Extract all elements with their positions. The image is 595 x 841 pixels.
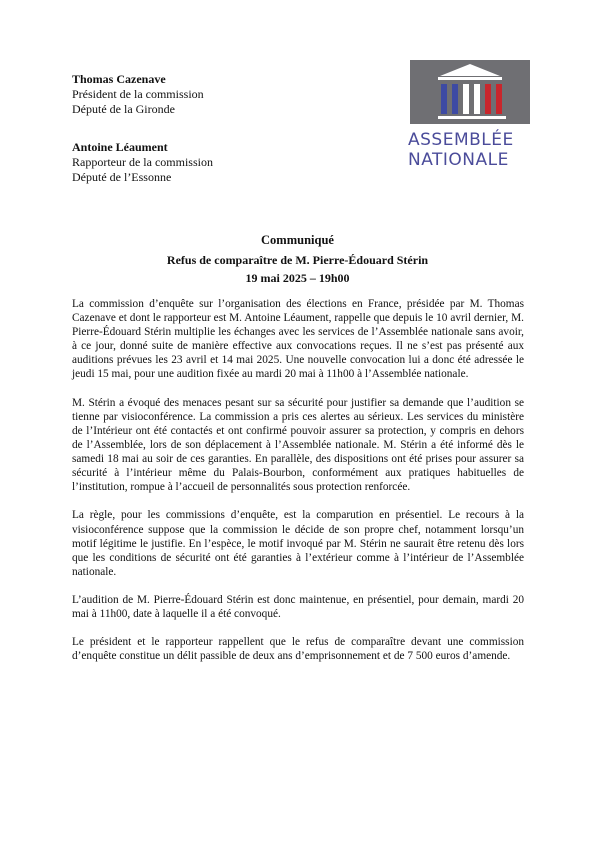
paragraph: M. Stérin a évoqué des menaces pesant sur sa sécurité pour justifier sa demande que l’audition se tienne par visioconférence. La commission a pris ces alertes au sérieux. Les services du ministère de l’Intérieur ont été contactés et ont confirmé pouvoir assurer sa protection, y compris en dehors de l’Assemblée, lors de son déplacement à l’Assemblée nationale. M. Stérin a été informé dès le samedi 18 mai au soir de ces garanties. En parallèle, des dispositions ont été prises pour assurer sa sécurité à l’intérieur même du Palais-Bourbon, conformément aux pratiques habituelles de l’institution, rompue à l’accueil de personnalités sous protection renforcée. [72, 396, 524, 494]
rapporteur-name: Antoine Léaument [72, 140, 168, 154]
logo-line-2: NATIONALE [408, 150, 509, 170]
paragraph: La règle, pour les commissions d’enquête, est la comparution en présentiel. Le recours à la visioconférence suppose que la commission le décide de son propre chef, notamment lorsqu’un motif légitime le justifie. En l’espèce, le motif invoqué par M. Stérin ne saurait être retenu dès lors que les conditions de sécurité ont été garanties à l’extérieur comme à l’intérieur de l’Assemblée nationale. [72, 509, 524, 578]
president-constituency: Député de la Gironde [72, 102, 175, 116]
hemicycle-emblem-icon [410, 60, 530, 124]
assemblee-nationale-logo [408, 60, 532, 170]
paragraph: L’audition de M. Pierre-Édouard Stérin est donc maintenue, en présentiel, pour demain, mardi 20 mai à 11h00, date à laquelle il a été convoqué. [72, 593, 524, 621]
president-role: Président de la commission [72, 87, 204, 101]
president-name: Thomas Cazenave [72, 72, 166, 86]
signatory-president [72, 72, 204, 117]
paragraph: La commission d’enquête sur l’organisation des élections en France, présidée par M. Thomas Cazenave et dont le rapporteur est M. Antoine Léaument, rappelle que depuis le 10 avril dernier, M. Pierre-Édouard Stérin multiplie les échanges avec les services de l’Assemblée nationale sans avoir, à ce jour, donné suite de manière effective aux convocations reçues. Il ne s’est pas présenté aux auditions prévues les 23 avril et 14 mai 2025. Une nouvelle convocation lui a donc été adressée le jeudi 15 mai, pour une audition fixée au mardi 20 mai à 11h00 à l’Assemblée nationale. [72, 298, 524, 381]
document-subtitle: Refus de comparaître de M. Pierre-Édouard Stérin [166, 253, 429, 267]
paragraph: Le président et le rapporteur rappellent que le refus de comparaître devant une commission d’enquête constitue un délit passible de deux ans d’emprisonnement et de 7 500 euros d’amende. [72, 636, 524, 663]
logo-line-1: ASSEMBLÉE [408, 130, 514, 150]
communique-body [72, 297, 524, 678]
rapporteur-constituency: Député de l’Essonne [72, 170, 172, 184]
document-date: 19 mai 2025 – 19h00 [245, 271, 350, 285]
signatory-rapporteur [72, 140, 213, 185]
rapporteur-role: Rapporteur de la commission [72, 155, 213, 169]
document-title: Communiqué [261, 233, 334, 247]
